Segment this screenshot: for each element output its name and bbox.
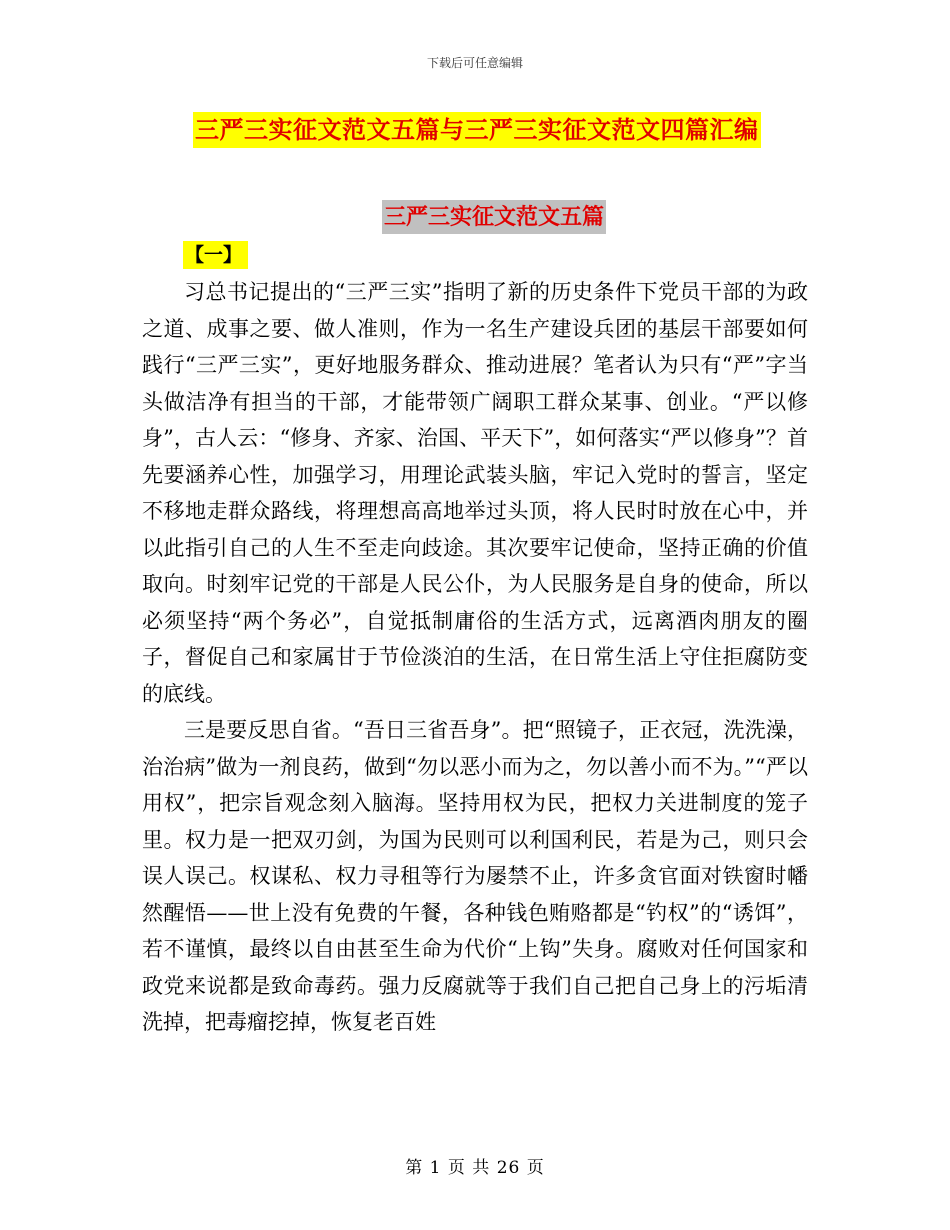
section-title: 三严三实征文范文五篇: [382, 200, 606, 234]
body-text: [142, 274, 808, 1041]
paragraph: 三是要反思自省。“吾日三省吾身”。把“照镜子，正衣冠，洗洗澡，治治病”做为一剂良药，做到“勿以恶小而为之，勿以善小而不为。”“严以用权”，把宗旨观念刻入脑海。坚持用权为民，把权力关进制度的笼子里。权力是一把双刃剑，为国为民则可以利国利民，若是为己，则只会误人误己。权谋私、权力寻租等行为屡禁不止，许多贪官面对铁窗时幡然醒悟——世上没有免费的午餐，各种钱色贿赂都是“钓权”的“诱饵”，若不谨慎，最终以自由甚至生命为代价“上钩”失身。腐败对任何国家和政党来说都是致命毒药。强力反腐就等于我们自己把自己身上的污垢清洗掉，把毒瘤挖掉，恢复老百姓: [142, 718, 808, 1034]
paragraph: 习总书记提出的“三严三实”指明了新的历史条件下党员干部的为政之道、成事之要、做人准则，作为一名生产建设兵团的基层干部要如何践行“三严三实”，更好地服务群众、推动进展？笔者认为只有“严”字当头做洁净有担当的干部，才能带领广阔职工群众某事、创业。“严以修身”，古人云：“修身、齐家、治国、平天下”，如何落实“严以修身”？首先要涵养心性，加强学习，用理论武装头脑，牢记入党时的誓言，坚定不移地走群众路线，将理想高高地举过头顶，将人民时时放在心中，并以此指引自己的人生不至走向歧途。其次要牢记使命，坚持正确的价值取向。时刻牢记党的干部是人民公仆，为人民服务是自身的使命，所以必须坚持“两个务必”，自觉抵制庸俗的生活方式，远离酒肉朋友的圈子，督促自己和家属甘于节俭淡泊的生活，在日常生活上守住拒腐防变的底线。: [142, 280, 808, 706]
page-footer: 第 1 页 共 26 页: [405, 1158, 545, 1178]
document-title: 三严三实征文范文五篇与三严三实征文范文四篇汇编: [193, 112, 761, 148]
page-header-note: 下载后可任意编辑: [426, 56, 523, 70]
subsection-label: 【一】: [183, 241, 248, 269]
